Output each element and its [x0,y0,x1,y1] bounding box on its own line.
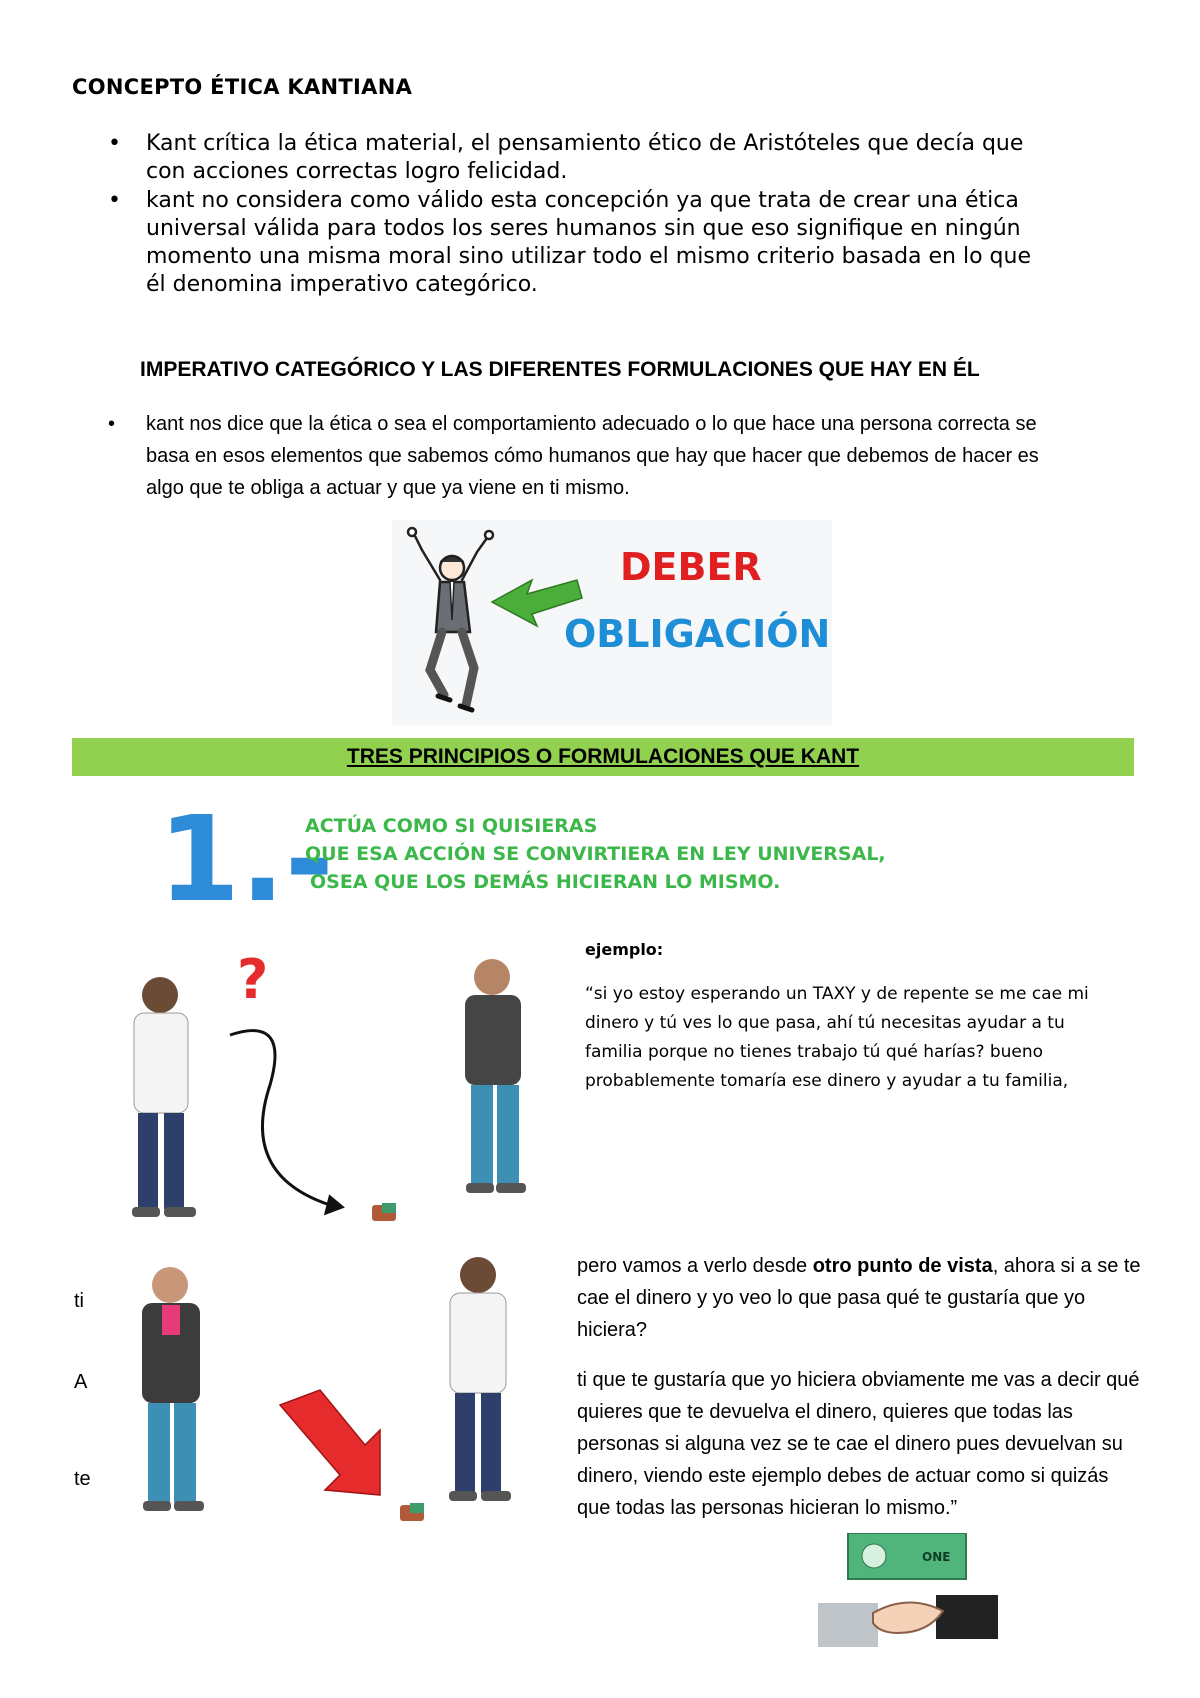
example-line: “si yo estoy esperando un TAXY y de repente se me cae mi [585,984,1089,1004]
bullet-line: él denomina imperativo categórico. [146,272,538,297]
dropped-wallet [400,1503,424,1521]
p1-bold-text: otro punto de vista [812,1255,993,1277]
deber-word: DEBER [620,545,762,589]
side-label-te: te [74,1468,91,1490]
principle-line: OSEA QUE LOS DEMÁS HICIERAN LO MISMO. [310,871,781,893]
principle-number: 1.- [158,790,334,928]
section-title-etica-kantiana: CONCEPTO ÉTICA KANTIANA [72,75,413,99]
example-figures-top [90,955,570,1245]
handshake-icon [818,1595,998,1647]
thinking-man-figure [132,977,196,1217]
p1-text: , ahora si a se te cae el dinero y yo veo lo que pasa qué te gustaría que yo hiciera? [577,1255,1141,1341]
bullet-line: algo que te obliga a actuar y que ya viene en ti mismo. [146,477,630,499]
bullet-line: Kant crítica la ética material, el pensamiento ético de Aristóteles que decía que [146,131,1024,156]
p1-text: pero vamos a verlo desde [577,1255,813,1277]
bullet-dot: • [108,413,116,435]
obligacion-word: OBLIGACIÓN [564,612,831,656]
banknote-icon [848,1533,966,1579]
bullet-dot: • [108,131,121,156]
tres-principios-banner [72,738,1134,776]
waiting-man-figure [465,959,526,1193]
side-label-ti: ti [74,1290,84,1312]
example-title: ejemplo: [585,940,664,959]
bullet-line: universal válida para todos los seres humanos sin que eso signifique en ningún [146,216,1021,241]
red-arrow [280,1390,380,1495]
curved-arrow [230,1031,342,1213]
tres-principios-title: TRES PRINCIPIOS O FORMULACIONES QUE KANT [346,745,860,768]
handshake-illustration [818,1533,998,1653]
example-text [585,980,1145,1096]
example-figures-bottom [110,1255,570,1575]
section-title-imperativo: IMPERATIVO CATEGÓRICO Y LAS DIFERENTES FORMULACIONES QUE HAY EN ÉL [140,358,980,381]
dropped-wallet [372,1203,396,1221]
example-line: familia porque no tienes trabajo tú qué harías? bueno [585,1042,1044,1062]
principle-line: ACTÚA COMO SI QUISIERAS [305,815,598,837]
bullet-line: con acciones correctas logro felicidad. [146,159,568,184]
example-line: probablemente tomaría ese dinero y ayudar a tu familia, [585,1071,1069,1091]
continuation-paragraph-2: ti que te gustaría que yo hiciera obviamente me vas a decir qué quieres que te devuelva el dinero, quieres que todas las personas si alguna vez se te cae el dinero pues devuelvan su dinero, viendo este ejemplo debes de actuar como si quizás que todas las personas hicieran lo mismo.” [577,1369,1140,1519]
man-pink-shirt-figure [142,1267,204,1511]
bullet-line: kant nos dice que la ética o sea el comportamiento adecuado o lo que hace una persona correcta se [146,413,1037,435]
example-line: dinero y tú ves lo que pasa, ahí tú necesitas ayudar a tu [585,1013,1065,1033]
thinking-man-figure [449,1257,511,1501]
question-mark: ? [237,948,269,1011]
side-label-a: A [74,1371,88,1393]
banknote-label: ONE [922,1550,951,1564]
bullet-dot: • [108,188,121,213]
principle-line: QUE ESA ACCIÓN SE CONVIRTIERA EN LEY UNIVERSAL, [305,843,886,865]
bullet-line: basa en esos elementos que sabemos cómo humanos que hay que hacer que debemos de hacer es [146,445,1039,467]
continuation-paragraph-1 [577,1250,1147,1346]
bullet-line: kant no considera como válido esta concepción ya que trata de crear una ética [146,188,1019,213]
bullet-line: momento una misma moral sino utilizar todo el mismo criterio basada en lo que [146,244,1031,269]
